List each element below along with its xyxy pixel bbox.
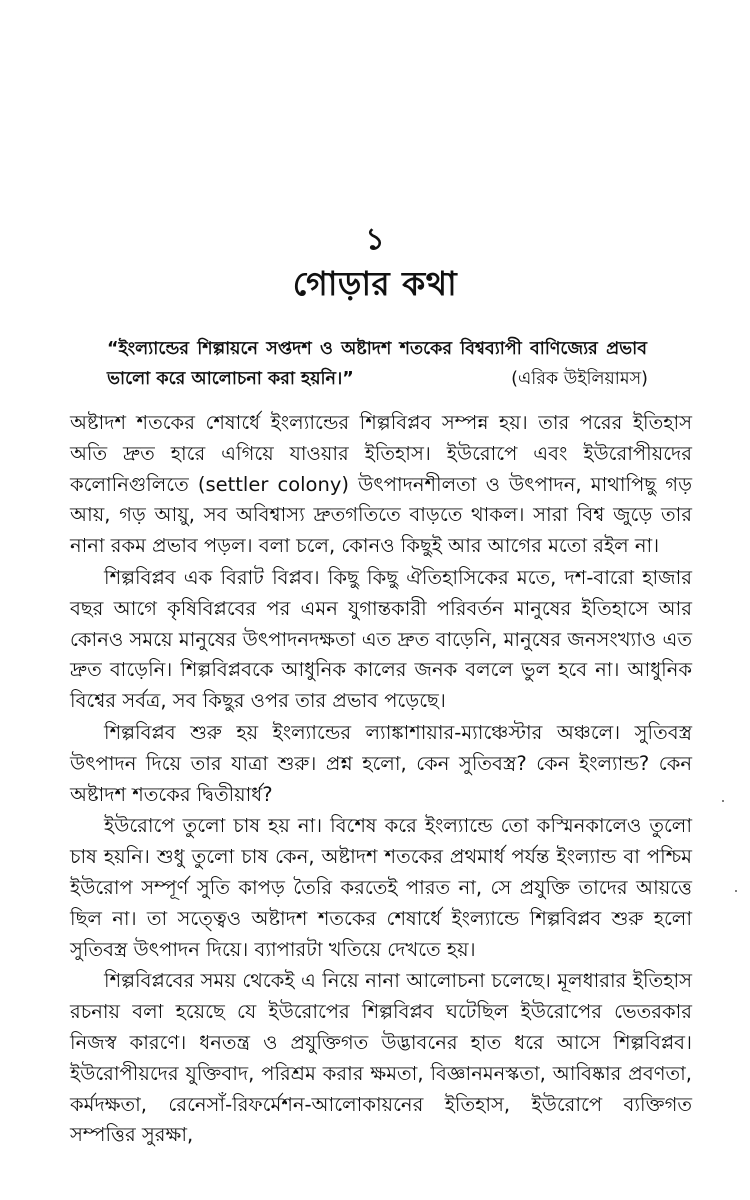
paragraph-2: শিল্পবিপ্লব এক বিরাট বিপ্লব। কিছু কিছু ঐতিহাসিকের মতে, দশ-বারো হাজার বছর আগে কৃষিবিপ্লবের পর এমন যুগান্তকারী পরিবর্তন মানুষের ইতিহাসে আর কোনও সময়ে মানুষের উৎপাদনদক্ষতা এত দ্রুত বাড়েনি, মানুষের জনসংখ্যাও এত দ্রুত বাড়েনি। শিল্পবিপ্লবকে আধুনিক কালের জনক বললে ভুল হবে না। আধুনিক বিশ্বের সর্বত্র, সব কিছুর ওপর তার প্রভাব পড়েছে।: [70, 565, 692, 713]
paragraph-5: শিল্পবিপ্লবের সময় থেকেই এ নিয়ে নানা আলোচনা চলেছে। মূলধারার ইতিহাস রচনায় বলা হয়েছে যে ইউরোপের শিল্পবিপ্লব ঘটেছিল ইউরোপের ভেতরকার নিজস্ব কারণে। ধনতন্ত্র ও প্রযুক্তিগত উদ্ভাবনের হাত ধরে আসে শিল্পবিপ্লব। ইউরোপীয়দের যুক্তিবাদ, পরিশ্রম করার ক্ষমতা, বিজ্ঞানমনস্কতা, আবিষ্কার প্রবণতা, কর্মদক্ষতা, রেনেসাঁ-রিফর্মেশন-আলোকায়নের ইতিহাস, ইউরোপে ব্যক্তিগত সম্পত্তির সুরক্ষা,: [70, 969, 692, 1147]
body-text: [70, 408, 692, 1151]
chapter-title: গোড়ার কথা: [292, 264, 458, 303]
chapter-number: ১: [365, 222, 385, 257]
paragraph-3: শিল্পবিপ্লব শুরু হয় ইংল্যান্ডের ল্যাঙ্কাশায়ার-ম্যাঞ্চেস্টার অঞ্চলে। সুতিবস্ত্র উৎপাদন দিয়ে তার যাত্রা শুরু। প্রশ্ন হলো, কেন সুতিবস্ত্র? কেন ইংল্যান্ড? কেন অষ্টাদশ শতকের দ্বিতীয়ার্ধ?: [70, 720, 692, 806]
paragraph-4: ইউরোপে তুলো চাষ হয় না। বিশেষ করে ইংল্যান্ডে তো কস্মিনকালেও তুলো চাষ হয়নি। শুধু তুলো চাষ কেন, অষ্টাদশ শতকের প্রথমার্ধ পর্যন্ত ইংল্যান্ড বা পশ্চিম ইউরোপ সম্পূর্ণ সুতি কাপড় তৈরি করতেই পারত না, সে প্রযুক্তি তাদের আয়ত্তে ছিল না। তা সত্ত্বেও অষ্টাদশ শতকের শেষার্ধে ইংল্যান্ডে শিল্পবিপ্লব শুরু হলো সুতিবস্ত্র উৎপাদন দিয়ে। ব্যাপারটা খতিয়ে দেখতে হয়।: [70, 814, 692, 961]
epigraph-author: (এরিক উইলিয়ামস): [511, 369, 648, 389]
epigraph-quote: “ইংল্যান্ডের শিল্পায়নে সপ্তদশ ও অষ্টাদশ শতকের বিশ্বব্যাপী বাণিজ্যের প্রভাব ভালো করে আলোচনা করা হয়নি।”: [107, 339, 647, 389]
scan-speck: [722, 800, 724, 802]
scan-speck: [735, 890, 737, 892]
paragraph-1: অষ্টাদশ শতকের শেষার্ধে ইংল্যান্ডের শিল্পবিপ্লব সম্পন্ন হয়। তার পরের ইতিহাস অতি দ্রুত হারে এগিয়ে যাওয়ার ইতিহাস। ইউরোপে এবং ইউরোপীয়দের কলোনিগুলিতে (settler colony) উৎপাদনশীলতা ও উৎপাদন, মাথাপিছু গড় আয়, গড় আয়ু, সব অবিশ্বাস্য দ্রুতগতিতে বাড়তে থাকল। সারা বিশ্ব জুড়ে তার নানা রকম প্রভাব পড়ল। বলা চলে, কোনও কিছুই আর আগের মতো রইল না।: [70, 411, 692, 558]
